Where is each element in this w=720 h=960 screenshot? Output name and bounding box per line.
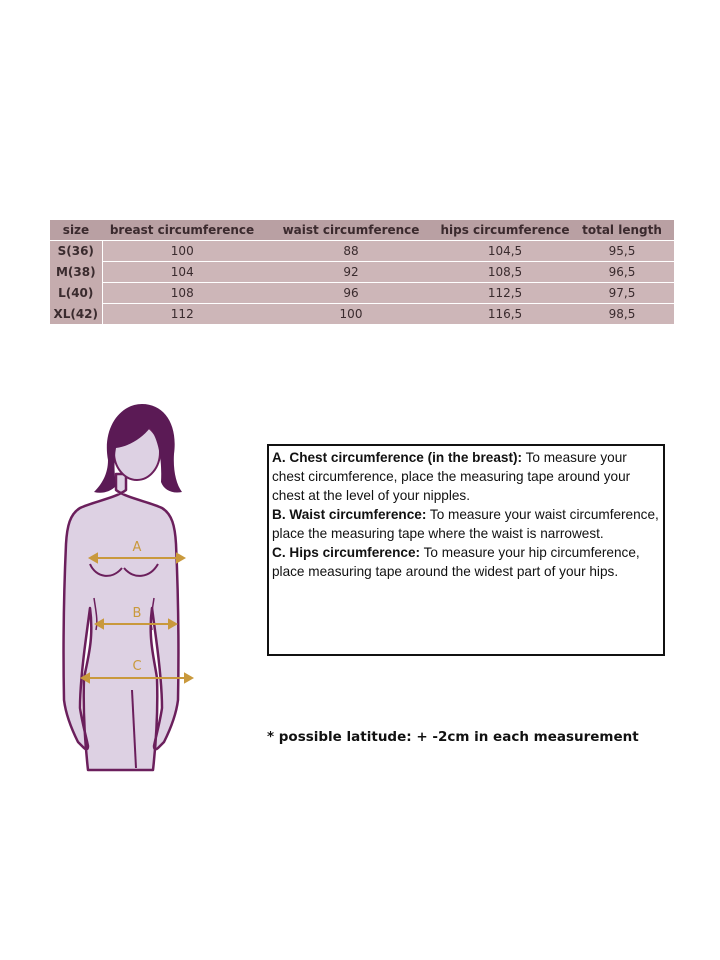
table-row <box>50 241 674 262</box>
chest-instruction-text: To measure your chest circumference, place the measuring tape around your chest at the level of your nipples. <box>272 450 631 503</box>
chest-instruction-title: A. Chest circumference (in the breast): <box>272 450 523 465</box>
hips-cell: 112,5 <box>440 283 570 304</box>
hips-instruction-title: C. Hips circumference: <box>272 545 421 560</box>
size-cell: L(40) <box>50 283 102 304</box>
waist-cell: 88 <box>343 244 359 258</box>
waist-instruction-title: B. Waist circumference: <box>272 507 427 522</box>
breast-cell: 100 <box>170 244 194 258</box>
size-cell: M(38) <box>50 262 102 283</box>
waist-cell: 100 <box>262 304 440 325</box>
waist-instruction <box>272 505 662 543</box>
chest-instruction <box>272 448 662 505</box>
hips-cell: 116,5 <box>440 304 570 325</box>
table-row <box>50 283 674 304</box>
waist-instruction-text: To measure your waist circumference, place the measuring tape where the waist is narrowest. <box>272 507 659 541</box>
hips-instruction <box>272 543 662 581</box>
table-row <box>50 262 674 283</box>
length-cell: 95,5 <box>608 244 636 258</box>
header-waist: waist circumference <box>262 220 440 241</box>
length-cell: 97,5 <box>570 283 674 304</box>
hips-cell: 108,5 <box>440 262 570 283</box>
hips-instruction-text: To measure your hip circumference, place measuring tape around the widest part of your hips. <box>272 545 640 579</box>
header-length: total length <box>570 220 674 241</box>
hips-cell: 104,5 <box>487 244 523 258</box>
header-size: size <box>50 220 102 241</box>
label-b: B <box>132 606 142 621</box>
breast-cell: 108 <box>102 283 262 304</box>
body-silhouette <box>64 474 179 770</box>
waist-cell: 92 <box>262 262 440 283</box>
waist-cell: 96 <box>262 283 440 304</box>
body-measurement-figure <box>50 398 240 773</box>
breast-cell: 104 <box>102 262 262 283</box>
header-breast: breast circumference <box>102 220 262 241</box>
label-c: C <box>132 659 142 674</box>
breast-cell: 112 <box>102 304 262 325</box>
latitude-note: * possible latitude: + -2cm in each measurement <box>267 729 639 745</box>
size-cell: S(36) <box>50 241 102 262</box>
size-cell: XL(42) <box>50 304 102 325</box>
length-cell: 98,5 <box>570 304 674 325</box>
size-chart-table <box>50 220 674 324</box>
table-row <box>50 304 674 325</box>
table-header-row <box>50 220 674 241</box>
label-a: A <box>132 540 142 555</box>
header-hips: hips circumference <box>440 220 570 241</box>
length-cell: 96,5 <box>570 262 674 283</box>
measurement-instructions-box <box>267 444 665 656</box>
